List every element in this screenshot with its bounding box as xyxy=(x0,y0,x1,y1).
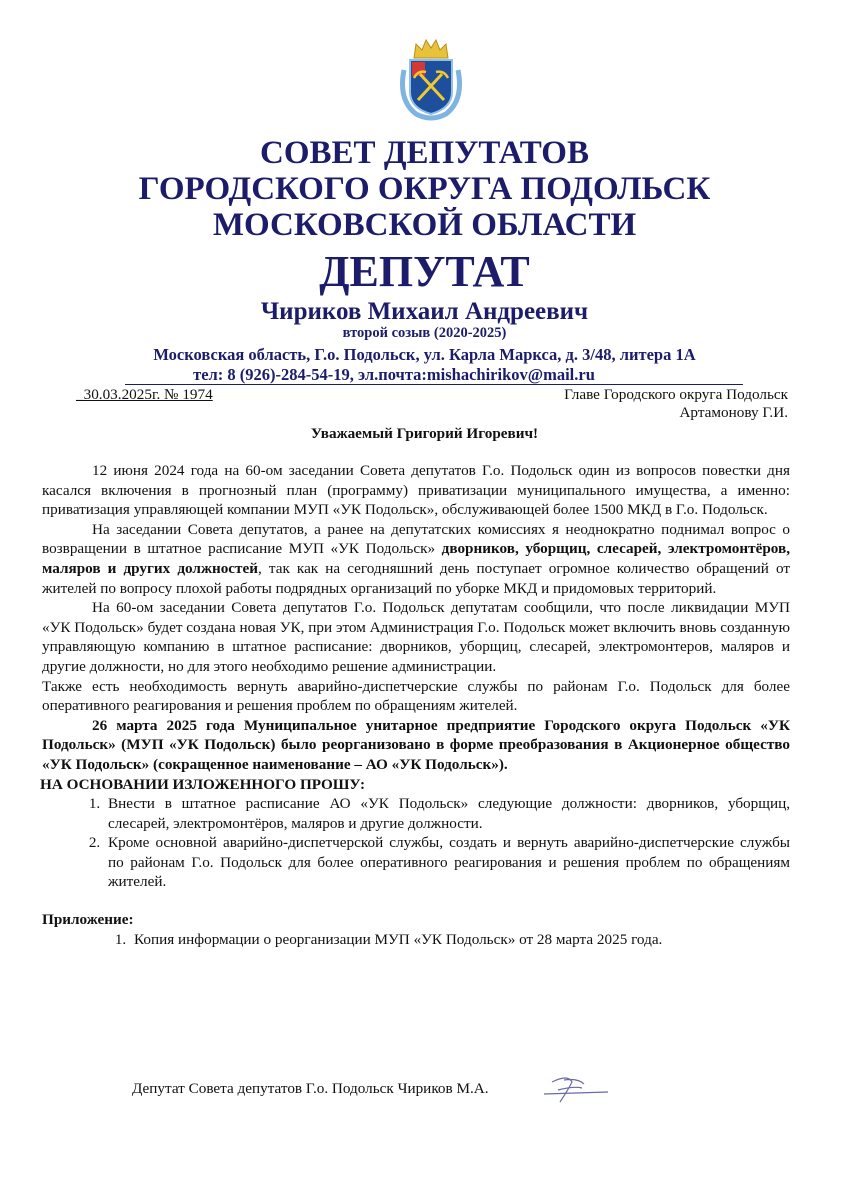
address: Московская область, Г.о. Подольск, ул. Карла Маркса, д. 3/48, литера 1А xyxy=(153,345,696,364)
paragraph: 12 июня 2024 года на 60-ом заседании Совета депутатов Г.о. Подольск один из вопросов повестки дня касался включения в прогнозный план (программу) приватизации муниципального имущества, а именно: приватизация управляющей компании МУП «УК Подольск», обслуживающей более 1500 МКД в Г.о. Подольск. xyxy=(42,462,790,519)
attachment-item: 1. Копия информации о реорганизации МУП «УК Подольск» от 28 марта 2025 года. xyxy=(130,930,790,950)
council-title xyxy=(0,135,849,243)
request-item: 1. Внести в штатное расписание АО «УК Подольск» следующие должности: дворников, уборщиц, слесарей, электромонтёров, маляров и другие должности. xyxy=(104,794,790,833)
paragraph: Также есть необходимость вернуть аварийно-диспетчерские службы по районам Г.о. Подольск для более оперативного реагирования и решения проблем по обращениям жителей. xyxy=(42,677,790,715)
paragraph xyxy=(42,520,790,598)
deputy-name: Чириков Михаил Андреевич xyxy=(260,298,589,325)
council-title-line: ГОРОДСКОГО ОКРУГА ПОДОЛЬСК xyxy=(138,171,711,207)
paragraph: На 60-ом заседании Совета депутатов Г.о. Подольск депутатам сообщили, что после ликвидации МУП «УК Подольск» будет создана новая УК, при этом Администрация Г.о. Подольск может включить вновь созданную управляющую компанию в штатное расписание: дворников, уборщиц, слесарей, электромонтеров, маляров и другие должности, но для этого необходимо решение администрации. xyxy=(42,599,790,675)
paragraph-text: , так как на сегодняшний день поступает огромное количество обращений от жителей по вопросу плохой работы подрядных организаций по уборке МКД и придомовых территорий. xyxy=(42,559,790,597)
convocation: второй созыв (2020-2025) xyxy=(342,325,507,341)
greeting: Уважаемый Григорий Игоревич! xyxy=(310,425,539,442)
addressee-name: Артамонову Г.И. xyxy=(679,404,788,421)
signature xyxy=(538,1068,618,1113)
paragraph-text: На заседании Совета депутатов, а ранее на депутатских комиссиях я неоднократно поднимал вопрос о возвращении в штатное расписание МУП «УК Подольск» xyxy=(42,520,790,558)
attachment-list xyxy=(42,930,790,950)
request-item: 2. Кроме основной аварийно-диспетчерской службы, создать и вернуть аварийно-диспетчерские службы по районам Г.о. Подольск для более оперативного реагирования и решения проблем по обращениям жителей. xyxy=(104,833,790,892)
date-number: _30.03.2025г. № 1974 xyxy=(76,386,213,403)
paragraph: 26 марта 2025 года Муниципальное унитарное предприятие Городского округа Подольск «УК Подольск» (МУП «УК Подольск) было реорганизовано в форме преобразования в Акционерное общество «УК Подольск» (сокращенное наименование – АО «УК Подольск»). xyxy=(42,716,790,773)
paragraph-bold: дворников, уборщиц, слесарей, электромонтёров, маляров и других должностей xyxy=(42,540,790,577)
request-heading: НА ОСНОВАНИИ ИЗЛОЖЕННОГО ПРОШУ: xyxy=(40,775,366,793)
council-title-line: МОСКОВСКОЙ ОБЛАСТИ xyxy=(212,207,637,243)
attachment-heading: Приложение: xyxy=(42,911,134,929)
coat-of-arms-emblem xyxy=(396,30,466,122)
role-title: ДЕПУТАТ xyxy=(319,247,530,296)
contacts-line xyxy=(125,365,743,385)
signature-line: Депутат Совета депутатов Г.о. Подольск Чириков М.А. xyxy=(132,1080,489,1097)
addressee-line: Главе Городского округа Подольск xyxy=(564,386,788,403)
council-title-line: СОВЕТ ДЕПУТАТОВ xyxy=(260,135,589,171)
contacts: тел: 8 (926)-284-54-19, эл.почта:mishachirikov@mail.ru xyxy=(193,365,595,384)
letter-body xyxy=(42,461,790,949)
request-list xyxy=(42,794,790,892)
